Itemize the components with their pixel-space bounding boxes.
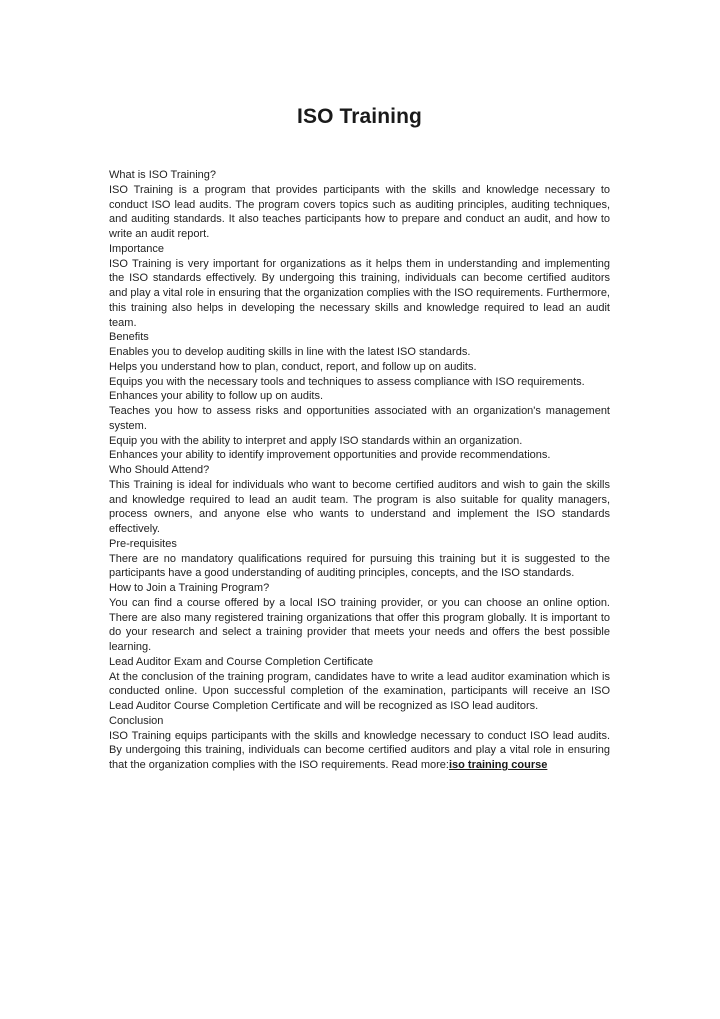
benefit-item: Equips you with the necessary tools and techniques to assess compliance with ISO requirements. bbox=[109, 375, 585, 388]
section-heading-how-to-join: How to Join a Training Program? bbox=[109, 582, 270, 594]
section-heading-benefits: Benefits bbox=[109, 331, 149, 344]
benefit-item: Enhances your ability to follow up on audits. bbox=[109, 390, 324, 403]
section-body-exam: At the conclusion of the training program, candidates have to write a lead auditor examination which is conducted online. Upon successful completion of the examination, participants will receive an ISO Lead Auditor Course Completion Certificate and will be recognized as ISO lead auditors. bbox=[109, 670, 610, 712]
benefit-item: Enhances your ability to identify improvement opportunities and provide recommendations. bbox=[109, 449, 551, 462]
page-title: ISO Training bbox=[297, 105, 422, 128]
section-heading-importance: Importance bbox=[109, 242, 165, 255]
section-heading-exam: Lead Auditor Exam and Course Completion Certificate bbox=[109, 655, 374, 668]
document-body bbox=[109, 168, 610, 773]
benefit-item: Teaches you how to assess risks and opportunities associated with an organization's management system. bbox=[109, 405, 610, 432]
section-body-prerequisites: There are no mandatory qualifications required for pursuing this training but it is suggested to the participants have a good understanding of auditing principles, concepts, and the ISO standards. bbox=[109, 552, 610, 580]
section-heading-prerequisites: Pre-requisites bbox=[109, 537, 177, 550]
benefit-item: Enables you to develop auditing skills in line with the latest ISO standards. bbox=[109, 346, 471, 358]
section-body-conclusion bbox=[109, 729, 610, 773]
section-heading-what-is: What is ISO Training? bbox=[109, 169, 216, 181]
section-body-how-to-join: You can find a course offered by a local ISO training provider, or you can choose an online option. There are also many registered training organizations that offer this program globally. It is important to do your research and select a training provider that meets your needs and offers the best possible learning. bbox=[109, 596, 610, 653]
section-body-what-is: ISO Training is a program that provides participants with the skills and knowledge necessary to conduct ISO lead audits. The program covers topics such as auditing principles, auditing techniques, and auditing standards. It also teaches participants how to prepare and conduct an audit, and how to write an audit report. bbox=[109, 183, 610, 240]
section-heading-who-should-attend: Who Should Attend? bbox=[109, 464, 210, 476]
section-body-who-should-attend: This Training is ideal for individuals who want to become certified auditors and wish to gain the skills and knowledge required to lead an audit team. The program is also suitable for quality managers, process owners, and anyone else who wants to understand and implement the ISO standards effectively. bbox=[109, 478, 610, 535]
conclusion-text: ISO Training equips participants with the skills and knowledge necessary to conduct ISO lead audits. By undergoing this training, individuals can become certified auditors and play a vital role in ensuring that the organization complies with the ISO requirements. Read more: bbox=[109, 729, 610, 771]
section-body-importance: ISO Training is very important for organizations as it helps them in understanding and implementing the ISO standards effectively. By undergoing this training, individuals can become certified auditors and play a vital role in ensuring that the organization complies with the ISO requirements. Furthermore, this training also helps in developing the necessary skills and knowledge required to lead an audit team. bbox=[109, 257, 610, 329]
read-more-link[interactable]: iso training course bbox=[448, 759, 548, 771]
section-heading-conclusion: Conclusion bbox=[109, 714, 164, 727]
benefit-item: Helps you understand how to plan, conduct, report, and follow up on audits. bbox=[109, 360, 477, 373]
benefit-item: Equip you with the ability to interpret and apply ISO standards within an organization. bbox=[109, 434, 523, 447]
